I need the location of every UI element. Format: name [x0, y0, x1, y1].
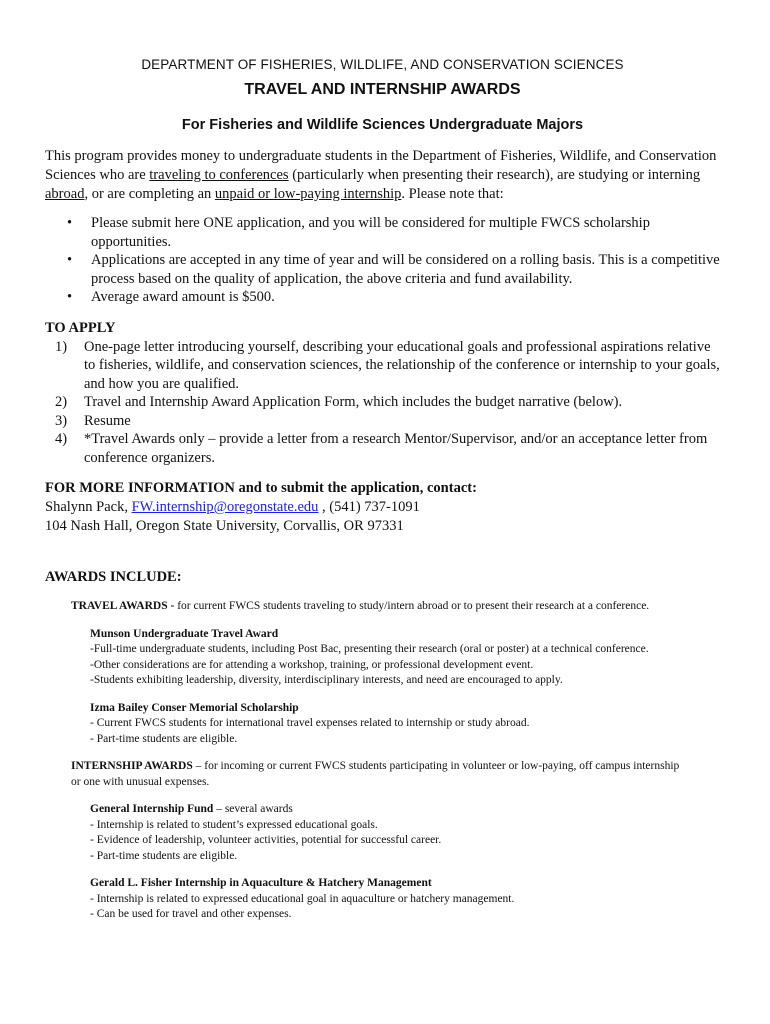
list-item — [67, 214, 720, 251]
contact-line — [45, 498, 720, 517]
internship-awards-category — [71, 759, 680, 790]
award-line: - Can be used for travel and other expenses. — [90, 908, 292, 920]
award-line: -Students exhibiting leadership, diversity, interdisciplinary interests, and need are encouraged to apply. — [90, 674, 563, 686]
award-line: - Internship is related to student’s expressed educational goals. — [90, 818, 378, 831]
bullet-text: Applications are accepted in any time of year and will be considered on a rolling basis. This is a competitive process based on the quality of application, the above criteria and fund availability. — [91, 252, 720, 287]
award-line: -Other considerations are for attending a workshop, training, or professional development event. — [90, 658, 534, 671]
intro-underline-internship: unpaid or low-paying internship — [214, 186, 402, 202]
award-general-internship — [90, 802, 720, 864]
page-title: TRAVEL AND INTERNSHIP AWARDS — [244, 81, 521, 98]
email-link[interactable]: FW.internship@oregonstate.edu — [131, 499, 319, 515]
intro-text-4: . Please note that: — [401, 186, 504, 202]
step-text: One-page letter introducing yourself, describing your educational goals and professional aspirations relative to fisheries, wildlife, and conservation sciences, the relationship of the conference or internship to your goals, and how you are qualified. — [84, 338, 720, 392]
bullet-icon: • — [67, 289, 73, 305]
step-text: Travel and Internship Award Application Form, which includes the budget narrative (below). — [84, 394, 623, 410]
award-suffix: – several awards — [213, 803, 293, 815]
apply-steps-list — [45, 338, 720, 468]
step-number: 1) — [55, 338, 68, 355]
bullet-text: Average award amount is $500. — [91, 289, 275, 305]
award-heading-line — [90, 802, 720, 818]
award-title: Izma Bailey Conser Memorial Scholarship — [90, 701, 299, 714]
award-line: - Part-time students are eligible. — [90, 849, 238, 862]
intro-paragraph — [45, 147, 720, 204]
bullet-icon: • — [67, 215, 73, 231]
list-item — [55, 412, 720, 431]
travel-awards-category — [71, 599, 720, 615]
intro-text-2: (particularly when presenting their research), are studying or interning — [288, 167, 701, 183]
award-munson — [90, 627, 720, 689]
travel-awards-label: TRAVEL AWARDS - — [71, 600, 175, 612]
travel-awards-desc: for current FWCS students traveling to study/intern abroad or to present their research at a conference. — [174, 600, 650, 612]
award-line: - Evidence of leadership, volunteer activities, potential for successful career. — [90, 834, 442, 846]
list-item — [67, 288, 720, 307]
award-izma-bailey — [90, 701, 720, 748]
contact-address: 104 Nash Hall, Oregon State University, Corvallis, OR 97331 — [45, 518, 404, 534]
step-number: 4) — [55, 431, 68, 447]
step-number: 2) — [55, 394, 68, 410]
list-item — [55, 393, 720, 412]
list-item — [55, 430, 720, 467]
contact-name: Shalynn Pack, — [45, 499, 132, 515]
awards-heading: AWARDS INCLUDE: — [45, 569, 182, 585]
intro-underline-conferences: traveling to conferences — [149, 167, 289, 183]
more-info-heading: FOR MORE INFORMATION and to submit the application, contact: — [45, 480, 477, 496]
list-item — [67, 251, 720, 288]
department-heading: DEPARTMENT OF FISHERIES, WILDLIFE, AND CONSERVATION SCIENCES — [141, 57, 624, 72]
award-gerald-fisher — [90, 876, 720, 923]
to-apply-heading: TO APPLY — [45, 319, 116, 336]
intro-text-3: , or are completing an — [84, 186, 215, 202]
notes-list — [45, 214, 720, 307]
internship-awards-label: INTERNSHIP AWARDS — [71, 760, 193, 772]
award-line: - Internship is related to expressed educational goal in aquaculture or hatchery management. — [90, 892, 515, 905]
award-line: -Full-time undergraduate students, including Post Bac, presenting their research (oral or poster) at a technical conference. — [90, 643, 649, 655]
award-line: - Current FWCS students for international travel expenses related to internship or study abroad. — [90, 717, 530, 729]
bullet-icon: • — [67, 252, 73, 268]
intro-text-1: This program provides money to undergraduate students in the Department of Fisheries, Wildlife, and Conservation Sciences who are — [45, 148, 717, 183]
contact-phone: , (541) 737-1091 — [318, 499, 420, 515]
page-subtitle: For Fisheries and Wildlife Sciences Undergraduate Majors — [181, 117, 584, 133]
award-title: General Internship Fund — [90, 803, 214, 815]
internship-awards-desc: – for incoming or current FWCS students participating in volunteer or low-paying, off campus internship or one with unusual expenses. — [71, 760, 680, 788]
step-number: 3) — [55, 412, 68, 429]
award-title: Munson Undergraduate Travel Award — [90, 627, 279, 640]
bullet-text: Please submit here ONE application, and you will be considered for multiple FWCS scholarship opportunities. — [91, 215, 650, 250]
step-text: Resume — [84, 412, 131, 429]
award-title: Gerald L. Fisher Internship in Aquaculture & Hatchery Management — [90, 877, 432, 889]
list-item — [55, 338, 720, 394]
step-text: *Travel Awards only – provide a letter from a research Mentor/Supervisor, and/or an acceptance letter from conference organizers. — [84, 431, 708, 466]
intro-underline-abroad: abroad — [45, 186, 85, 202]
award-line: - Part-time students are eligible. — [90, 732, 238, 745]
